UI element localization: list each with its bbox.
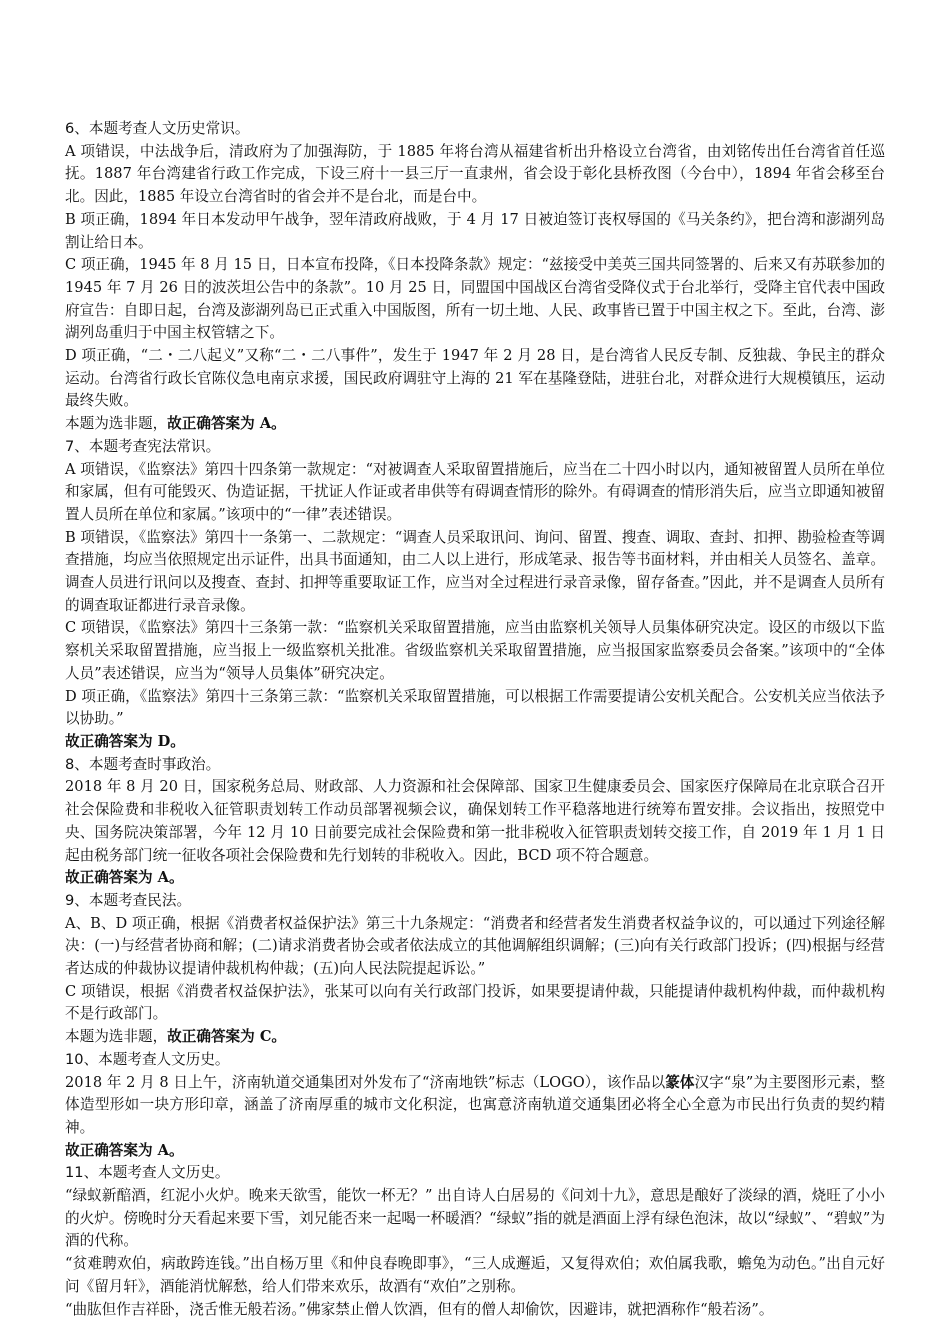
q6-answer: 故正确答案为 A。	[167, 415, 286, 433]
q11-paragraph-1: “绿蚁新醅酒，红泥小火炉。晚来天欲雪，能饮一杯无？” 出自诗人白居易的《问刘十九》，意思是酿好了淡绿的酒，烧旺了小小的火炉。傍晚时分天看起来要下雪，刘兄能否来一起喝一杯暖酒？“绿蚁”指的就是酒面上浮有绿色泡沫，故以“绿蚁”、“碧蚁”为酒的代称。	[65, 1187, 885, 1250]
q10-body-part1: 2018 年 2 月 8 日上午，济南轨道交通集团对外发布了“济南地铁”标志（LOGO），该作品以	[65, 1073, 666, 1091]
q7-option-a: A 项错误，《监察法》第四十四条第一款规定：“对被调查人采取留置措施后，应当在二十四小时以内，通知被留置人员所在单位和家属，但有可能毁灭、伪造证据，干扰证人作证或者串供等有碍调查情形的除外。有碍调查的情形消失后，应当立即通知被留置人员所在单位和家属。”该项中的“一律”表述错误。	[65, 460, 885, 523]
q9-answer-line	[65, 1026, 885, 1049]
q9-option-abd: A、B、D 项正确，根据《消费者权益保护法》第三十九条规定：“消费者和经营者发生消费者权益争议的，可以通过下列途径解决：(一)与经营者协商和解；(二)请求消费者协会或者依法成立的其他调解组织调解；(三)向有关行政部门投诉；(四)根据与经营者达成的仲裁协议提请仲裁机构仲裁；(五)向人民法院提起诉讼。”	[65, 914, 885, 978]
q8-title: 8、本题考查时事政治。	[65, 755, 221, 773]
q8-body: 2018 年 8 月 20 日，国家税务总局、财政部、人力资源和社会保障部、国家卫生健康委员会、国家医疗保障局在北京联合召开社会保险费和非税收入征管职责划转工作动员部署视频会议，确保划转工作平稳落地进行统筹布置安排。会议指出，按照党中央、国务院决策部署，今年 12 月 10 日前要完成社会保险费和第一批非税收入征管职责划转交接工作，自 2019 年 1 月 1 日起由税务部门统一征收各项社会保险费和先行划转的非税收入。因此，BCD 项不符合题意。	[65, 778, 885, 864]
q6-option-d: D 项正确，“二・二八起义”又称“二・二八事件”，发生于 1947 年 2 月 28 日，是台湾省人民反专制、反独裁、争民主的群众运动。台湾省行政长官陈仪急电南京求援，国民政府调驻守上海的 21 军在基隆登陆，进驻台北，对群众进行大规模镇压，运动最终失败。	[65, 347, 885, 410]
q7-option-b: B 项错误，《监察法》第四十一条第一、二款规定：“调查人员采取讯问、询问、留置、搜查、调取、查封、扣押、勘验检查等调查措施，均应当依照规定出示证件，出具书面通知，由二人以上进行，形成笔录、报告等书面材料，并由相关人员签名、盖章。调查人员进行讯问以及搜查、查封、扣押等重要取证工作，应当对全过程进行录音录像，留存备查。”因此，并不是调查人员所有的调查取证都进行录音录像。	[65, 528, 885, 614]
q7-answer: 故正确答案为 D。	[65, 732, 185, 750]
q6-title: 6、本题考查人文历史常识。	[65, 120, 250, 137]
q6-option-c: C 项正确，1945 年 8 月 15 日，日本宣布投降，《日本投降条款》规定：“兹接受中美英三国共同签署的、后来又有苏联参加的 1945 年 7 月 26 日的波茨坦公告中的条款”。10 月 25 日，同盟国中国战区台湾省受降仪式于台北举行，受降主官代表中国政府宣告：自即日起，台湾及澎湖列岛已正式重入中国版图，所有一切土地、人民、政事皆已置于中国主权之下。至此，台湾、澎湖列岛重归于中国主权管辖之下。	[65, 256, 885, 342]
q9-answer-prefix: 本题为选非题，	[65, 1028, 168, 1046]
q6-option-a: A 项错误，中法战争后，清政府为了加强海防，于 1885 年将台湾从福建省析出升格设立台湾省，由刘铭传出任台湾省首任巡抚。1887 年台湾建省行政工作完成，下设三府十一县三厅一直隶州，省会设于彰化县桥孜图（今台中），1894 年省会移至台北。因此，1885 年设立台湾省时的省会并不是台北，而是台中。	[65, 142, 885, 206]
q9-option-c: C 项错误，根据《消费者权益保护法》，张某可以向有关行政部门投诉，如果要提请仲裁，只能提请仲裁机构仲裁，而仲裁机构不是行政部门。	[65, 982, 885, 1023]
q10-answer: 故正确答案为 A。	[65, 1141, 184, 1159]
q10-title: 10、本题考查人文历史。	[65, 1050, 230, 1068]
q7-title: 7、本题考查宪法常识。	[65, 437, 221, 455]
q11-paragraph-3: “曲肱但作吉祥卧，浇舌惟无般若汤。”佛家禁止僧人饮酒，但有的僧人却偷饮，因避讳，就把酒称作“般若汤”。	[65, 1300, 774, 1318]
q10-body-part2: 汉字“泉”为主要图形元素，整体造型形如一块方形印章，涵盖了济南厚重的城市文化积淀，也寓意济南轨道交通集团必将全心全意为市民出行负责的契约精神。	[65, 1073, 885, 1136]
q7-option-d: D 项正确，《监察法》第四十三条第三款：“监察机关采取留置措施，可以根据工作需要提请公安机关配合。公安机关应当依法予以协助。”	[65, 687, 885, 728]
q10-body-bold: 篆体	[665, 1073, 695, 1091]
q9-title: 9、本题考查民法。	[65, 891, 192, 909]
q9-answer: 故正确答案为 C。	[167, 1028, 287, 1046]
q7-option-c: C 项错误，《监察法》第四十三条第一款：“监察机关采取留置措施，应当由监察机关领导人员集体研究决定。设区的市级以下监察机关采取留置措施，应当报上一级监察机关批准。省级监察机关采取留置措施，应当报国家监察委员会备案。”该项中的“全体人员”表述错误，应当为“领导人员集体”研究决定。	[65, 619, 885, 682]
answer-explanation-page	[65, 118, 885, 1321]
q11-paragraph-2: “贫难聘欢伯，病敢跨连钱。”出自杨万里《和仲良春晚即事》，“三人成邂逅，又复得欢伯；欢伯属我歌，蟾兔为动色。”出自元好问《留月轩》，酒能消忧解愁，给人们带来欢乐，故酒有“欢伯”之别称。	[65, 1255, 885, 1295]
q6-answer-line	[65, 413, 885, 436]
q10-body	[65, 1072, 885, 1140]
q6-answer-prefix: 本题为选非题，	[65, 415, 168, 433]
q8-answer: 故正确答案为 A。	[65, 869, 184, 887]
q11-title: 11、本题考查人文历史。	[65, 1164, 230, 1182]
q6-option-b: B 项正确，1894 年日本发动甲午战争，翌年清政府战败，于 4 月 17 日被迫签订丧权辱国的《马关条约》，把台湾和澎湖列岛割让给日本。	[65, 210, 885, 251]
